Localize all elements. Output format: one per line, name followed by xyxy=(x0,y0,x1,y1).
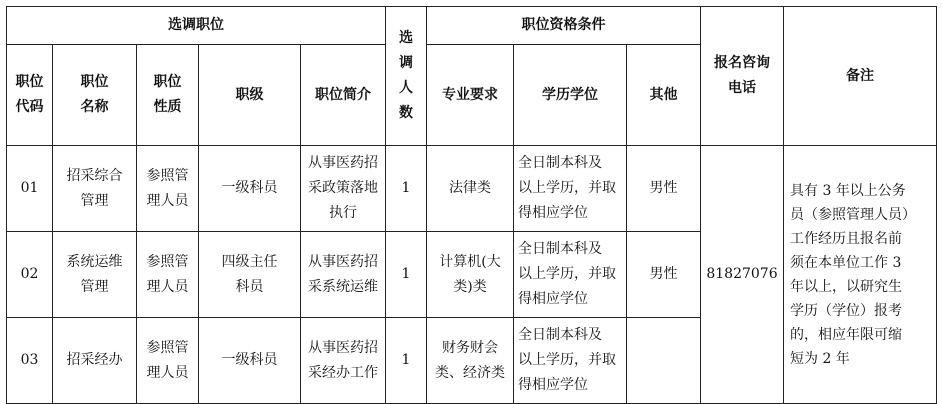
cell-level: 一级科员 xyxy=(199,146,301,232)
header-major: 专业要求 xyxy=(427,45,514,146)
header-phone: 报名咨询 电话 xyxy=(701,7,784,146)
header-education: 学历学位 xyxy=(514,45,627,146)
cell-intro: 从事医药招 采系统运维 xyxy=(301,232,386,318)
cell-count: 1 xyxy=(386,146,427,232)
header-remarks: 备注 xyxy=(784,7,937,146)
header-level: 职级 xyxy=(199,45,301,146)
cell-intro: 从事医药招 采经办工作 xyxy=(301,318,386,404)
header-other: 其他 xyxy=(627,45,701,146)
cell-education: 全日制本科及 以上学历，并取 得相应学位 xyxy=(514,146,627,232)
group-header-position: 选调职位 xyxy=(7,7,386,45)
cell-major: 财务财会 类、经济类 xyxy=(427,318,514,404)
group-header-qualification: 职位资格条件 xyxy=(427,7,701,45)
cell-nature: 参照管 理人员 xyxy=(137,318,199,404)
header-name: 职位 名称 xyxy=(53,45,137,146)
cell-remarks: 具有 3 年以上公务 员（参照管理人员） 工作经历且报名前 须在本单位工作 3 年以上，以研究生 学历（学位）报考 的，相应年限可缩 短为 2 年 xyxy=(784,146,937,404)
cell-phone: 81827076 xyxy=(701,146,784,404)
cell-level: 一级科员 xyxy=(199,318,301,404)
cell-count: 1 xyxy=(386,318,427,404)
header-intro: 职位简介 xyxy=(301,45,386,146)
cell-code: 03 xyxy=(7,318,53,404)
cell-major: 法律类 xyxy=(427,146,514,232)
cell-name: 招采综合 管理 xyxy=(53,146,137,232)
cell-level: 四级主任 科员 xyxy=(199,232,301,318)
table-row xyxy=(7,146,937,232)
cell-other xyxy=(627,318,701,404)
cell-other: 男性 xyxy=(627,146,701,232)
cell-count: 1 xyxy=(386,232,427,318)
cell-nature: 参照管 理人员 xyxy=(137,232,199,318)
cell-education: 全日制本科及 以上学历，并取 得相应学位 xyxy=(514,318,627,404)
header-nature: 职位 性质 xyxy=(137,45,199,146)
header-code: 职位 代码 xyxy=(7,45,53,146)
cell-code: 02 xyxy=(7,232,53,318)
cell-education: 全日制本科及 以上学历，并取 得相应学位 xyxy=(514,232,627,318)
cell-nature: 参照管 理人员 xyxy=(137,146,199,232)
cell-major: 计算机(大 类)类 xyxy=(427,232,514,318)
cell-other: 男性 xyxy=(627,232,701,318)
cell-code: 01 xyxy=(7,146,53,232)
cell-name: 招采经办 xyxy=(53,318,137,404)
job-table xyxy=(6,6,937,404)
cell-intro: 从事医药招 采政策落地 执行 xyxy=(301,146,386,232)
cell-name: 系统运维 管理 xyxy=(53,232,137,318)
header-count: 选 调 人 数 xyxy=(386,7,427,146)
